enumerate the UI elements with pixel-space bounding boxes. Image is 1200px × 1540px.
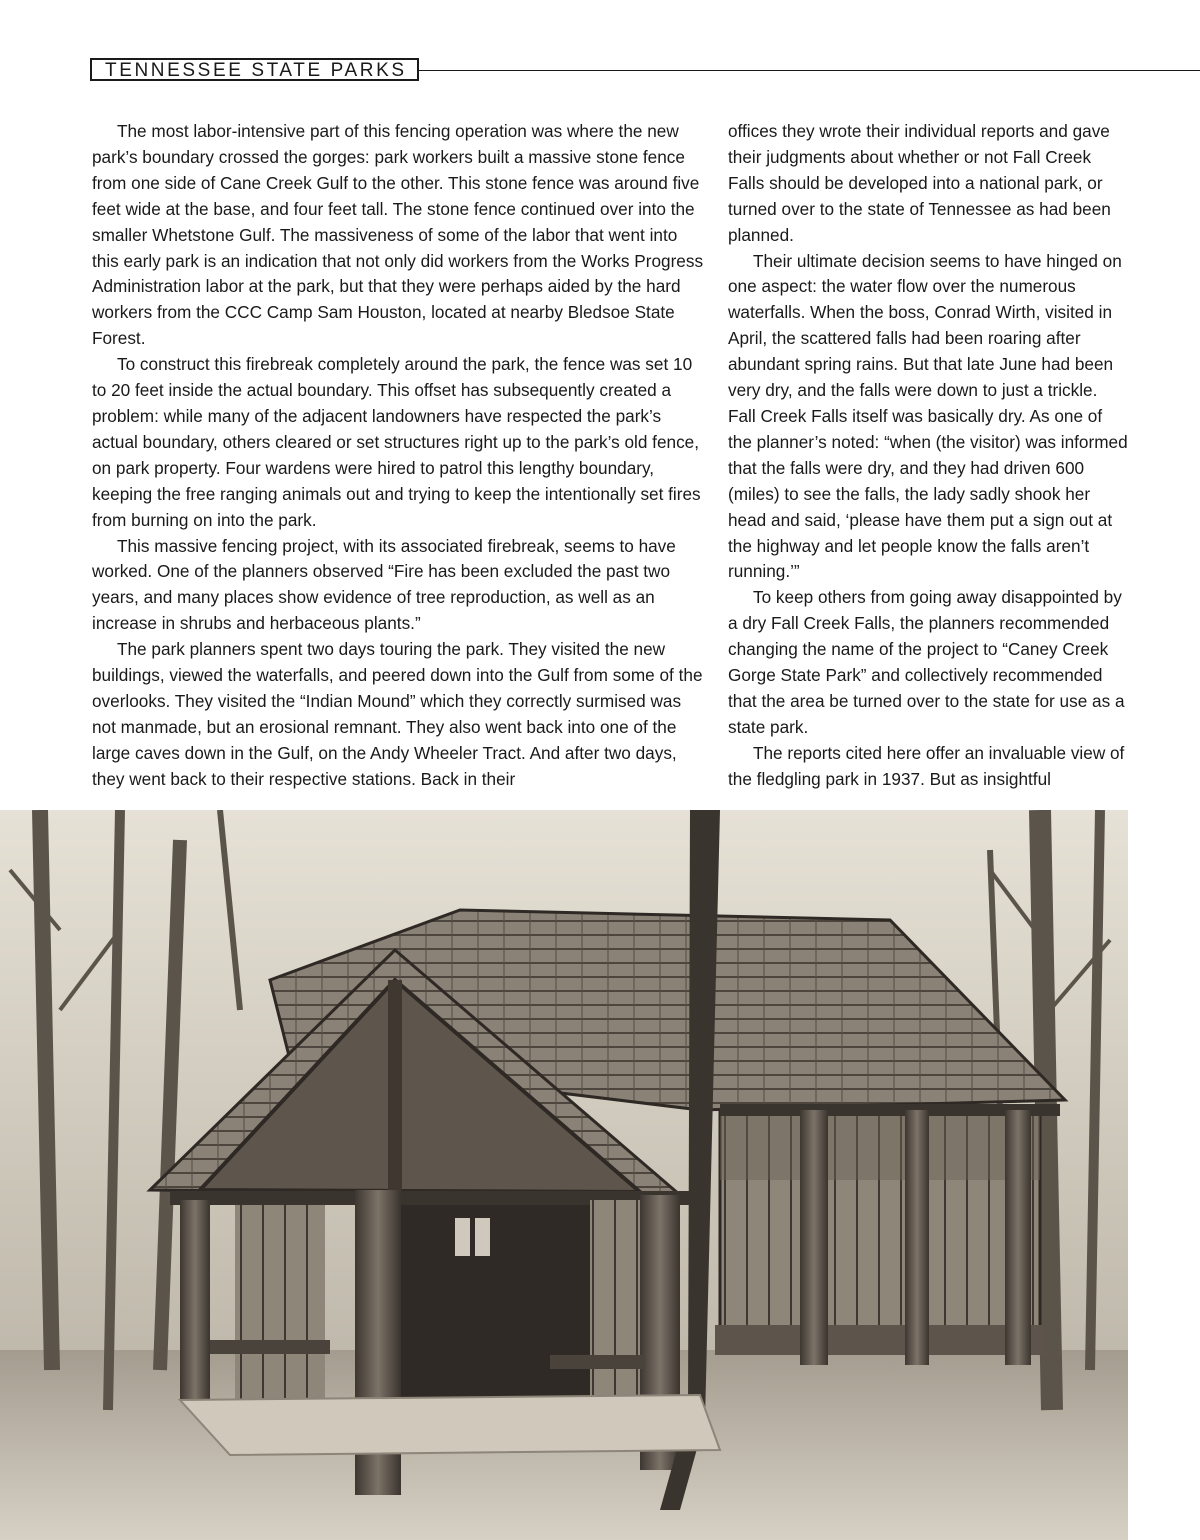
- paragraph: To keep others from going away disappointed by a dry Fall Creek Falls, the planners recommended changing the name of the project to “Caney Creek Gorge State Park” and collectively recommended that the area be turned over to the state for use as a state park.: [728, 587, 1125, 737]
- left-column: [92, 119, 704, 793]
- paragraph: The reports cited here offer an invaluable view of the fledgling park in 1937. But as insightful: [728, 742, 1125, 789]
- running-header: [90, 58, 1200, 83]
- header-rule: [418, 70, 1200, 71]
- paragraph: The most labor-intensive part of this fencing operation was where the new park’s boundary crossed the gorges: park workers built a massive stone fence from one side of Cane Creek Gulf to the other. This stone fence was around five feet wide at the base, and four feet tall. The stone fence continued over into the smaller Whetstone Gulf. The massiveness of some of the labor that went into this early park is an indication that not only did workers from the Works Progress Administration labor at the park, but that they were perhaps aided by the hard workers from the CCC Camp Sam Houston, located at nearby Bledsoe State Forest.: [92, 121, 704, 349]
- paragraph-continuation: offices they wrote their individual reports and gave their judgments about whether or not Fall Creek Falls should be developed into a national park, or turned over to the state of Tennessee as had been planned.: [728, 121, 1111, 245]
- paragraph: This massive fencing project, with its associated firebreak, seems to have worked. One of the planners observed “Fire has been excluded the past two years, and many places show evidence of tree reproduction, as well as an increase in shrubs and herbaceous plants.”: [92, 535, 676, 634]
- right-column: [728, 119, 1128, 793]
- paragraph: The park planners spent two days touring the park. They visited the new buildings, viewed the waterfalls, and peered down into the Gulf from some of the overlooks. They visited the “Indian Mound” which they correctly surmised was not manmade, but an erosional remnant. They also went back into one of the large caves down in the Gulf, on the Andy Wheeler Tract. And after two days, they went back to their respective stations. Back in their: [92, 639, 703, 789]
- section-title: TENNESSEE STATE PARKS: [90, 58, 419, 81]
- paragraph: To construct this firebreak completely around the park, the fence was set 10 to 20 feet inside the actual boundary. This offset has subsequently created a problem: while many of the adjacent landowners have respected the park’s actual boundary, others cleared or set structures right up to the park’s old fence, on park property. Four wardens were hired to patrol this lengthy boundary, keeping the free ranging animals out and trying to keep the intentionally set fires from burning on into the park.: [92, 354, 701, 530]
- shelter-photo: [0, 810, 1128, 1540]
- paragraph: Their ultimate decision seems to have hinged on one aspect: the water flow over the numerous waterfalls. When the boss, Conrad Wirth, visited in April, the scattered falls had been roaring after abundant spring rains. But that late June had been very dry, and the falls were down to just a trickle. Fall Creek Falls itself was basically dry. As one of the planner’s noted: “when (the visitor) was informed that the falls were dry, and they had driven 600 (miles) to see the falls, the lady sadly shook her head and said, ‘please have them put a sign out at the highway and let people know the falls aren’t running.’”: [728, 250, 1128, 582]
